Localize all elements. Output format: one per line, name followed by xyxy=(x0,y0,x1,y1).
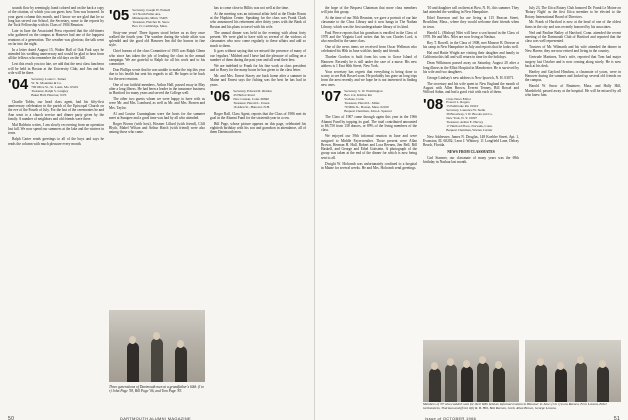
paragraph: Carl Starmer, our classmate of many years was the 69th birthday in Nashua last month. xyxy=(423,155,519,165)
paragraph: Roger Brown (with host), Hosmer Lillard (with friend), Cliff Blyth, Mabel Wilson and Arthur Hatch (with friend) were also among those who came. xyxy=(109,121,205,135)
right-column-1 xyxy=(321,6,417,172)
paragraph: Mr. Frank of Hartford is now at the head of one of the oldest firms in the city and was recently honored by his associates. xyxy=(525,20,621,29)
paragraph: Sixty-one years! Three figures stood before us as they once walked the fourth year. The weather during the whole affair was splendid and the good old Hanover Inn did the honors in fine style. xyxy=(109,30,205,48)
class-officers xyxy=(446,98,493,133)
officer-line: Treasurer, Arthur E. Harvey xyxy=(446,120,484,124)
magazine-title: DARTMOUTH ALUMNI MAGAZINE xyxy=(120,416,191,420)
paragraph: Your secretary has regrets that everything is being done to scurry to see Bob Rossel soon. He probably has gone on long trips from the area recently and we hope he is not interested in finding new ones. xyxy=(321,69,417,87)
class-officers xyxy=(233,90,272,110)
photo-class-reunion xyxy=(423,340,519,402)
class-header-04 xyxy=(8,78,104,98)
paragraph: We are indebted to Frank for his fine work as class president and to Harry for the many hours he has given to the class letter. xyxy=(210,63,306,73)
paragraph: At the meeting was an informal affair held at the Drake Room at the Hopkins Center. Speaking for the class was Frank Clark who announced his retirement after thirty years with the Bank of Boston and his plans to travel with his wife. xyxy=(210,11,306,29)
paragraph: In a letter dated August 15, Walter Ball of Oak Park says he attended his wedding anniversary and would be glad to hear from all the fellows who remember the old days on the hill. xyxy=(8,47,104,61)
officer-line: Secretary, Joseph W. Putnam xyxy=(132,9,171,12)
officer-line: New Canaan, Conn. 06840 xyxy=(233,97,269,101)
officer-line: Secretary, Laurence W. Stelle xyxy=(446,109,486,113)
officer-line: Treasurer, Harold L. Unsen xyxy=(233,101,270,105)
paragraph: Harold W. Snow of Braintree, Mass. and Hally Hill, Marshfield, passed away at the hospital. He will be missed by all who knew him. xyxy=(525,84,621,97)
officer-line: Secretary, Louis C. Turner xyxy=(31,78,67,82)
officer-line: Treasurer, Ralph S. Langley xyxy=(31,89,69,93)
paragraph: We enjoyed our 59th informal reunion in June and were assigned to Middle Fayerweather. Those present were Allan Brown, Herman H. Hall, Robert and Lora Reenen, Jim Bell, Bill Haskell, and George and Ethel Gottstein. A photograph of the group was taken at the end of the dinner for which is now being sent to all. xyxy=(321,134,417,160)
officer-line: Secretary, S. W. Worthington xyxy=(344,90,383,94)
paragraph: One of our faithful members, Arthur Hall, passed away in May after a long illness. He had been a leader in the insurance business in Hartford for many years and served the College well. xyxy=(109,82,205,96)
class-header-07 xyxy=(321,90,417,113)
officer-line: Everett L. Rogers xyxy=(446,101,470,105)
officer-line: 700 Olive St., St. Louis, Mo. 63101 xyxy=(31,86,79,90)
officer-line: 13 Pembroke Rd. 01610 xyxy=(446,105,479,109)
paragraph: Lest this reach you too late, we add that the next class luncheon will be held in Boston at the University Club, and Jim and his wife will be there. xyxy=(8,62,104,75)
officer-line: Bequest Chairman, John A. Spencer xyxy=(344,109,392,113)
paragraph: Ethel Emerson and Ira are living at 115 Beacon Street, Brookline, Mass., where they would welcome their friends when in town. xyxy=(423,16,519,29)
section-heading: NEWS FROM CLASSMATES xyxy=(447,149,495,154)
paragraph: Hartley and Gaylord Hinshaw, a classmate of yours, were in Hanover during the summer and looked up several old friends on the campus. xyxy=(525,69,621,83)
paragraph: Harold L. (Bishop) Nilet will have a son bound in the Class of 1970. He and Mrs. Nilet are now living at Nashua. xyxy=(423,30,519,39)
paragraph: Dean Wilkinson passed away on Saturday, August 20 after a long illness in the Elliot Hospital in Manchester. He is survived by his wife and two daughters. xyxy=(423,61,519,74)
officer-line: Box 112, Kittitas Rd. xyxy=(344,93,373,97)
paragraph: Gertrude Martinez, Tom's wife, reported that Tom had major surgery last October and is now coming along nicely. He is now back at his desk. xyxy=(525,55,621,68)
paragraph: Mal Baldwin writes, I am slowly recovering from an operation last fall. We now spend our summers at the lake and the winters in town. xyxy=(8,122,104,136)
paragraph: Dwight W. Holcomb was unfortunately confined to a hospital in Maine for several weeks. He and Mrs. Holcomb send greetings. xyxy=(321,161,417,170)
right-page xyxy=(314,0,628,420)
officer-line: 16 Allen St., Hanover, N.H. xyxy=(233,105,270,109)
paragraph: George Lindsay's new address is New Ipswich, N. H. 03071. xyxy=(427,75,515,80)
paragraph: Charlie Tobbs, our head class agent, had his fifty-first anniversary celebration in the parish of the Episcopal Church on the eve of the Fourth of July. For the last of the ceremonies he and Ann went to a church service and dinner party given by the family. A number of neighbors and old friends were there. xyxy=(8,99,104,121)
paragraph: Hal and Hattie Wright are visiting their daughter and family in California this fall and will return in time for the holidays. xyxy=(423,51,519,60)
class-officers xyxy=(31,78,78,98)
officer-line: Treasurer, Harold L. Miles xyxy=(344,101,380,105)
class-officers xyxy=(344,90,392,113)
paragraph: has to come close to Billits was not well at the time. xyxy=(214,6,289,10)
class-header-05 xyxy=(109,9,205,29)
paragraph: July 23, The Utica Rotary Club honored Dr. Frank Le Moine on 'Rotary Night' as the first Utica member to be elected to the Rotary International Board of Directors. xyxy=(525,6,621,19)
right-column-3 xyxy=(525,6,621,336)
officer-line: 79 Milk St., Boston, Mass. 02109 xyxy=(344,105,389,109)
paragraph: Mr. and Mrs. Ernest Stacey are back home after a summer in Maine and Ernest says the fishing was the best he has had in years. xyxy=(210,74,306,87)
paragraph: Don Phillips wrote that he was unable to make the trip this year due to his health but sent his regards to all. He hopes to be back for the next reunion. xyxy=(109,68,205,81)
paragraph: The secretary and his wife spent in New England the month of August with Allen Brown, Everett Tenney, Bill Rossel and Wilford Sabin, and had a good visit with each of them. xyxy=(423,81,519,95)
paragraph: the hope of the Bequest Chairman that more class members will join this group. xyxy=(321,6,417,15)
paragraph: Paul Pierce reports that his grandson is enrolled in the Class of 1970 and the Virginia Lord writes that his son Charles Lord, is also enrolled in the same class. xyxy=(321,30,417,44)
left-column-3 xyxy=(210,6,306,136)
class-number: '06 xyxy=(210,88,231,106)
photo-caption: Three generations of Dartmouth men at a grandfather's 60th. (l to r) John Page '58, Bill Page '06, and Tom Page '83. xyxy=(109,385,204,394)
page-number: 50 xyxy=(8,416,15,420)
officer-line: 43 Harbor Road xyxy=(233,93,255,97)
paragraph: Roy T. Rowell, in the Class of 1908, met Monroe B. Dresser at his camp in New Hampshire in July and reports that he looks well. xyxy=(423,40,519,50)
officer-line: Class News Editor xyxy=(446,97,471,101)
officer-line: Baker Hall, Hanover, N.H. xyxy=(31,93,67,97)
paragraph: Trustees of Mr. Wilmarth and his wife attended the dinner in New Haven; they are now retired and living in the country. xyxy=(525,45,621,54)
officer-line: W. St. Mountain & Co. xyxy=(31,82,62,86)
officer-line: Treasurer, Fletcher D. Snow xyxy=(132,20,170,24)
paragraph: Late in June the Associated Press reported that the old-timers who gathered on the campus at Hanover had one of the happiest reunions of a generation. The weather was glorious; the talk went on far into the night. xyxy=(8,29,104,46)
officer-line: Secretary, Edward R. Riddon xyxy=(233,90,272,94)
page-number: 51 xyxy=(613,416,620,420)
officer-line: 39 Broadway, 5 W. Brooks and Co. xyxy=(446,113,493,117)
paragraph: '10 and daughter call on them at Bow, N. H., this summer. They had attended the wedding in New Hampshire. xyxy=(423,6,519,15)
officer-line: 115 North Fuller Ave. xyxy=(132,12,162,16)
paragraph: The Class of 1907 came through again this year in the 1966 Alumni Fund by topping its goal. The total contributed amounted to $6,750 from 138 donors, or 89% of the living members of the class. xyxy=(321,115,417,133)
class-header-08 xyxy=(423,95,519,133)
officer-line: 17 Hartford Place, Norwalk, Conn. xyxy=(446,124,493,128)
paragraph: It goes without saying that we missed the presence of many of our 'regulars.' Mildred and I have had the pleasure of calling on a number of them during the past year and all send their best. xyxy=(210,49,306,63)
left-column-1 xyxy=(8,6,104,148)
paragraph: sounds flow by seemingly, hand colored and on the back a copy of the citation, of which you can guess how Tom was honored. In your guest column this month, and I know we are glad that he so long has served our School, the Secretary, some to the reports by the Tuck Fellowship with its Class of 1904 Reunion. xyxy=(8,6,104,28)
officer-line: New York, N. Y. 10007 xyxy=(446,117,478,121)
photo-three-generations xyxy=(109,310,205,382)
officer-line: Vocluse, Conn. xyxy=(344,97,365,101)
officer-line: Minneapolis, Minn. 55403 xyxy=(132,16,168,20)
class-number: '04 xyxy=(8,76,29,94)
right-column-2 xyxy=(423,6,519,336)
photo-class-reunion-continued xyxy=(525,340,621,402)
paragraph: The other two guests whom we were happy to have with us were Mr. and Mrs. Lombard, as well as Mr. and Mrs. Bowen and Mrs. Taylor. xyxy=(109,97,205,110)
paragraph: Ned and Pauline Bailey of Hartford, Conn. attended the recent meeting of the Dartmouth Club of Hartford and reported that the class was well represented. xyxy=(525,30,621,44)
class-number: '05 xyxy=(109,7,130,24)
paragraph: Al and Louise Cunningham were the hosts for the summer meet at Sunapee and a good time was had by all who attended. xyxy=(109,111,205,120)
issue-date: Issue of OCTOBER 1966 xyxy=(425,416,477,420)
paragraph: Chief bureau of the class Committee of 1905 was Ralph Glenn who since has taken the job of leading the class in the annual campaign. We are grateful to Ralph for all his work and to his committee. xyxy=(109,49,205,67)
class-officers xyxy=(132,9,170,29)
paragraph: Ralph Carter sends greetings to all of the boys and says he reads the column with much pleasure every month. xyxy=(8,137,104,146)
officer-line: Bequest Chairman, Warren Currier xyxy=(446,128,493,132)
paragraph: One of the news items we received from Oscar Wellman who celebrated his 80th in June with his family and friends. xyxy=(321,45,417,54)
class-header-06 xyxy=(210,90,306,110)
left-column-2 xyxy=(109,6,205,306)
class-number: '08 xyxy=(423,95,444,113)
officer-line: Box 15, Cambridge, Mass. xyxy=(132,24,168,28)
paragraph: Roger Ball, Class Agent, reports that the Class of 1906 met its goal in the Alumni Fund for the sixteenth year in a row. xyxy=(210,111,306,120)
class-number: '07 xyxy=(321,88,342,106)
paragraph: Thurber Gordon is built from his sons to Grace Island of Hanover. Recently he is still under the care of a nurse. His new address is 1 East 66th Street, New York. xyxy=(321,55,417,68)
paragraph: At the time of our 50th Reunion, we gave a portrait of our late classmate to the Class Library and it now hangs in The Nathan Library, which was the first undergraduate library of its kind. xyxy=(321,16,417,29)
photo-caption: Members of '07 who couldn't wait for their 60th held an informal reunion in Hanover in June; (l to r) Lora Reenen, Fern Lossow, Ethel Grebenstein, Thurman and (front left) R. B. Hill, Bob Reenen, Greb, Allan Brown, George Lossow. xyxy=(423,402,607,410)
paragraph: New Addresses: James N. Douglas, 148 Koehler Street, Apt. 1, Evanston, Ill. 60202; Leon J. Whitney, 11 Longfield Lane, Delray Beach, Florida. xyxy=(423,134,519,148)
paragraph: The annual dinner was held in the evening with about forty present. We were glad to have with us several of the widows of classmates who now come regularly to these affairs and add so much to them. xyxy=(210,30,306,48)
paragraph: Bill Page, whose picture appears on this page, celebrated his eightieth birthday with his son and grandson in attendance, all of them Dartmouth men. xyxy=(210,121,306,135)
